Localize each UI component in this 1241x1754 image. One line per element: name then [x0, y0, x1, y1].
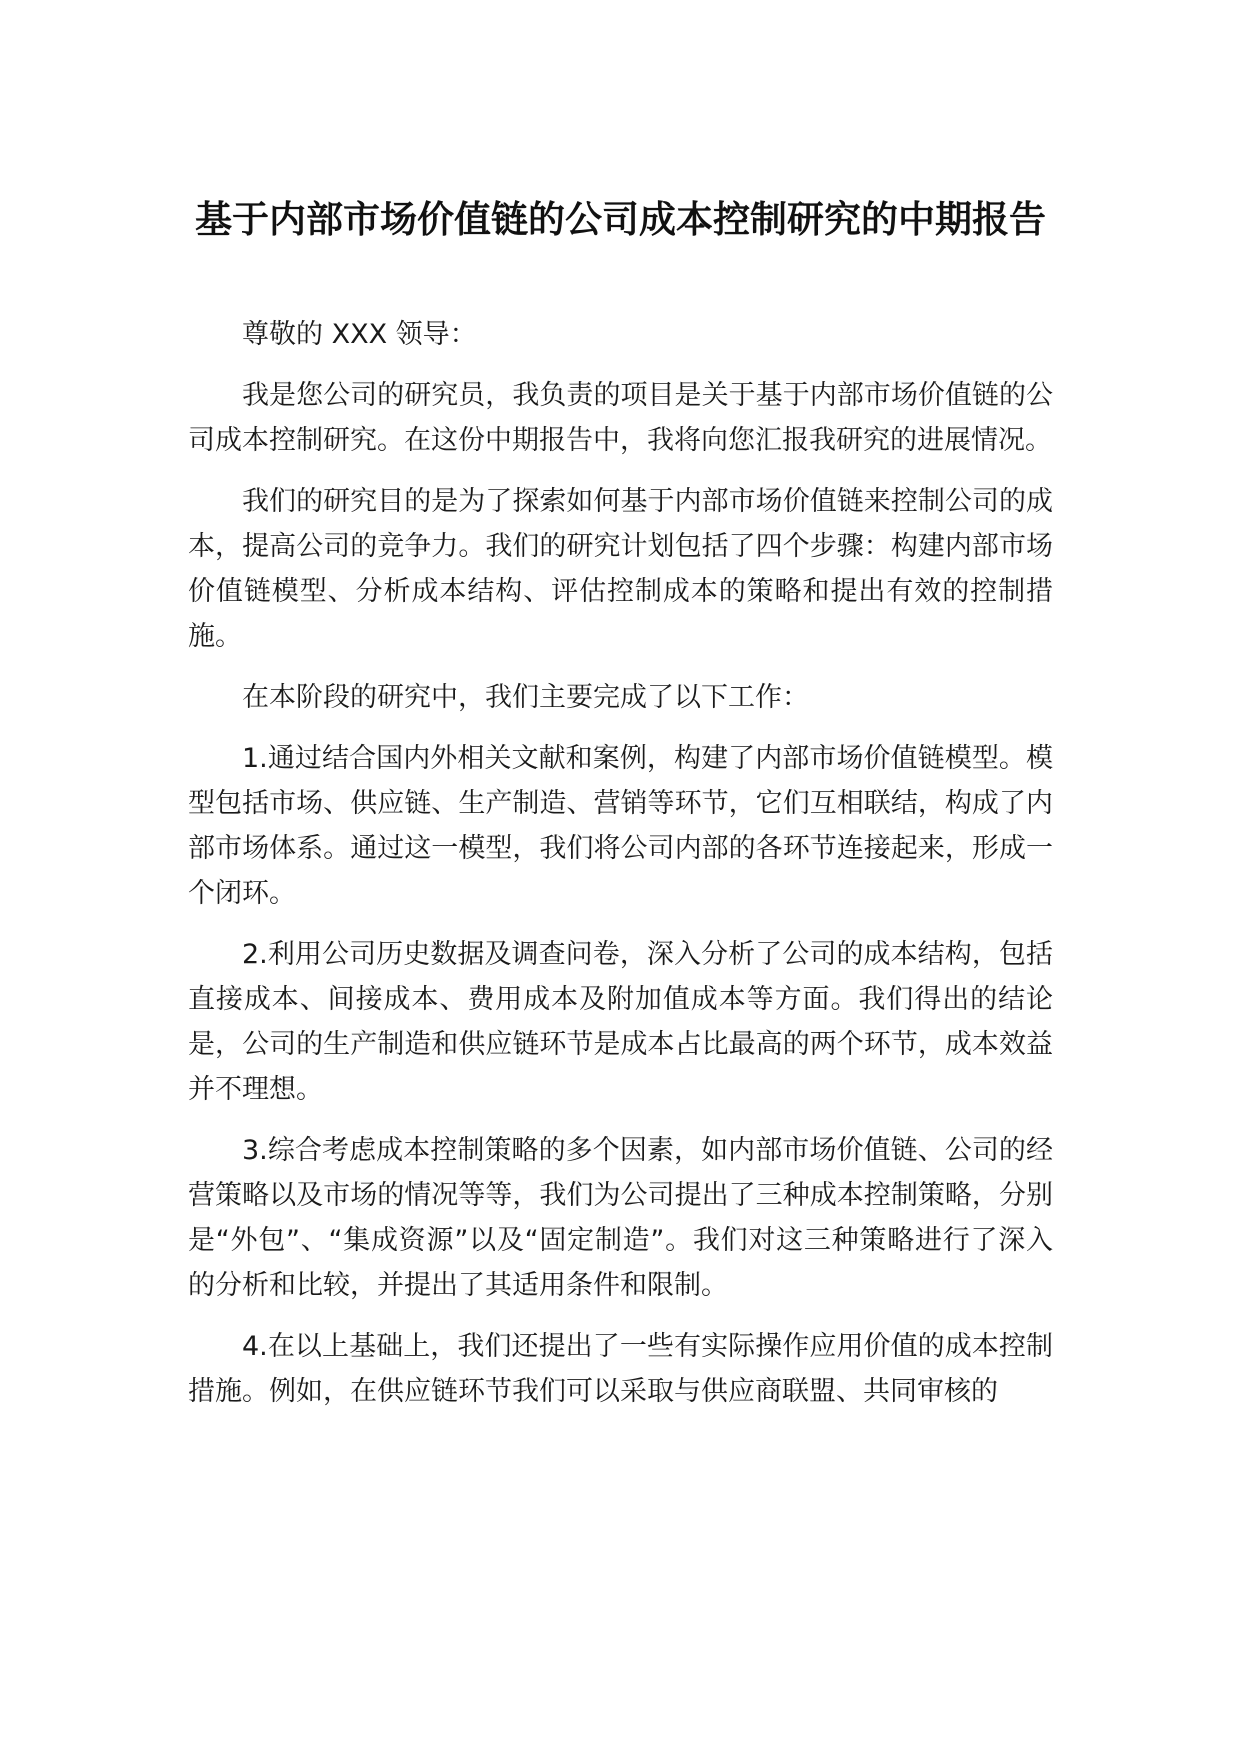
paragraph-item-1: 1.通过结合国内外相关文献和案例，构建了内部市场价值链模型。模型包括市场、供应链、生产制造、营销等环节，它们互相联结，构成了内部市场体系。通过这一模型，我们将公司内部的各环节连接起来，形成一个闭环。 — [188, 743, 1053, 909]
paragraph-item-2: 2.利用公司历史数据及调查问卷，深入分析了公司的成本结构，包括直接成本、间接成本、费用成本及附加值成本等方面。我们得出的结论是，公司的生产制造和供应链环节是成本占比最高的两个环节，成本效益并不理想。 — [188, 939, 1053, 1105]
paragraph-work-summary: 在本阶段的研究中，我们主要完成了以下工作： — [242, 682, 809, 713]
document-title: 基于内部市场价值链的公司成本控制研究的中期报告 — [195, 198, 1046, 241]
document-body — [188, 312, 1053, 1414]
paragraph-purpose: 我们的研究目的是为了探索如何基于内部市场价值链来控制公司的成本，提高公司的竞争力。我们的研究计划包括了四个步骤：构建内部市场价值链模型、分析成本结构、评估控制成本的策略和提出有效的控制措施。 — [188, 486, 1053, 652]
paragraph-item-3: 3.综合考虑成本控制策略的多个因素，如内部市场价值链、公司的经营策略以及市场的情况等等，我们为公司提出了三种成本控制策略，分别是“外包”、“集成资源”以及“固定制造”。我们对这三种策略进行了深入的分析和比较，并提出了其适用条件和限制。 — [188, 1135, 1053, 1301]
paragraph-intro: 我是您公司的研究员，我负责的项目是关于基于内部市场价值链的公司成本控制研究。在这份中期报告中，我将向您汇报我研究的进展情况。 — [188, 380, 1053, 456]
paragraph-item-4: 4.在以上基础上，我们还提出了一些有实际操作应用价值的成本控制措施。例如，在供应链环节我们可以采取与供应商联盟、共同审核的 — [188, 1331, 1053, 1407]
salutation: 尊敬的 XXX 领导： — [242, 319, 477, 350]
